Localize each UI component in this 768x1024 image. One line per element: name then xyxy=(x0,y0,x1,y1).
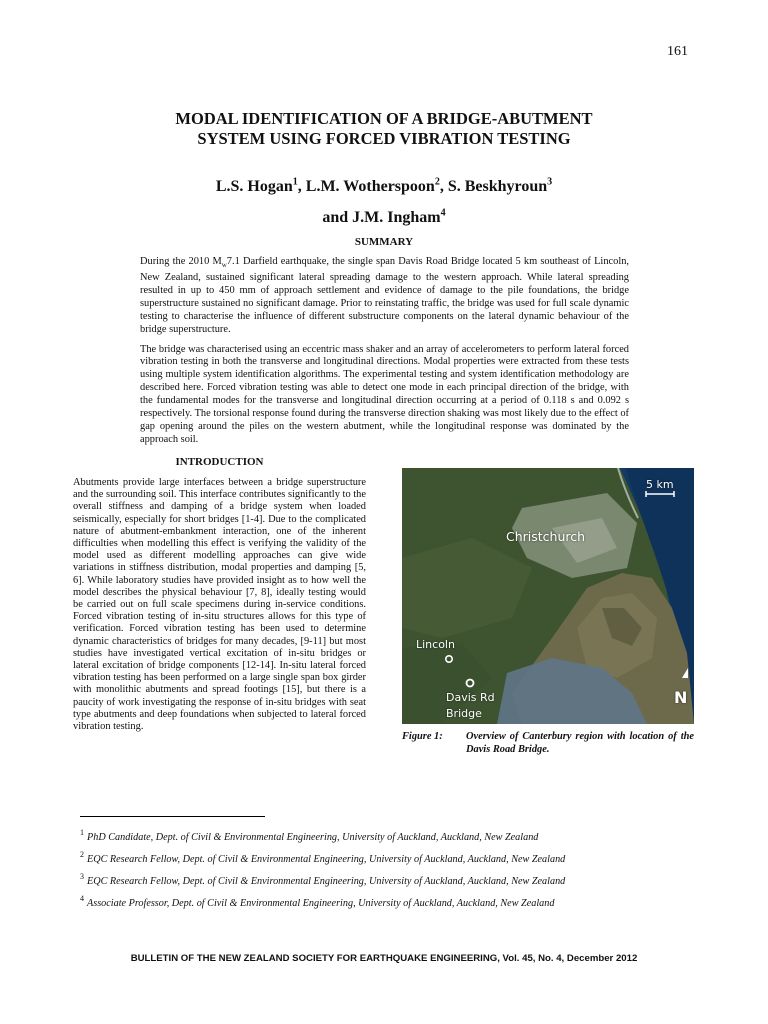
author: and J.M. Ingham$^4$ xyxy=(322,207,446,226)
map-label-lincoln: Lincoln xyxy=(416,638,455,651)
north-arrow-icon: N xyxy=(674,688,688,707)
introduction-body xyxy=(73,477,366,733)
footnotes xyxy=(80,826,700,914)
summary-paragraph-2: The bridge was characterised using an eccentric mass shaker and an array of accelerometers to perform lateral forced vibration testing in both the transverse and longitudinal directions. Modal properties were extracted from these tests using multiple system identification algorithms. The experimental testing and system identification methodology are described here. Forced vibration testing was able to detect one mode in each principal direction of the bridge, with the fundamental modes for the transverse and longitudinal direction occurring at a period of 0.118 s and 0.092 s respectively. The torsional response found during the transverse direction shaking was most likely due to the effect of gap opening around the piles on the western abutment, while the longitudinal response was dominated by the approach soil. xyxy=(140,343,629,445)
map-label-christchurch: Christchurch xyxy=(506,529,586,544)
title-line-2: SYSTEM USING FORCED VIBRATION TESTING xyxy=(197,129,571,148)
author: S. Beskhyroun$^3$ xyxy=(447,177,553,196)
figure-1-map xyxy=(402,468,694,724)
title-line-1: MODAL IDENTIFICATION OF A BRIDGE-ABUTMENT xyxy=(175,109,593,128)
paper-title xyxy=(80,109,688,149)
page-number: 161 xyxy=(667,44,688,59)
author: L.M. Wotherspoon$^2$, xyxy=(305,177,448,196)
journal-footer: BULLETIN OF THE NEW ZEALAND SOCIETY FOR EARTHQUAKE ENGINEERING, Vol. 45, No. 4, December 2012 xyxy=(130,953,638,964)
footnote: $^1$ PhD Candidate, Dept. of Civil & Environmental Engineering, University of Auckland, Auckland, New Zealand xyxy=(80,828,539,843)
summary-paragraph-1: During the 2010 $M_w7.1$ Darfield earthquake, the single span Davis Road Bridge located 5 km southeast of Lincoln, New Zealand, sustained significant lateral spreading damage to the western approach. While lateral spreading resulted in up to 450 mm of approach settlement and evidence of damage to the pile foundations, the bridge superstructure sustained no significant damage. Prior to reinstating traffic, the bridge was used for full scale dynamic testing to characterise the influence of different substructure components on the lateral dynamic behaviour of the bridge superstructure. xyxy=(140,256,629,335)
author: L.S. Hogan$^1$, xyxy=(215,177,306,196)
footnote: $^2$ EQC Research Fellow, Dept. of Civil & Environmental Engineering, University of Auckland, Auckland, New Zealand xyxy=(80,850,566,865)
summary-body xyxy=(140,256,629,454)
introduction-paragraph: Abutments provide large interfaces between a bridge superstructure and the surrounding soil. This interface contributes significantly to the overall stiffness and damping of a bridge system when loaded seismically, especially for short bridges [1-4]. Due to the complicated nature of abutment-embankment interaction, one of the inherent difficulties when modelling this effect is verifying the validity of the model used as different modelling approaches can give wide variations in stiffness distribution, modal properties and damping [5, 6]. While laboratory studies have provided insight as to how well the model describes the physical behaviour [7, 8], ideally testing would be carried out on full scale specimens during in-service conditions. Forced vibration testing of in-situ structures allows for this type of verification. Forced vibration testing has been used to determine dynamic characteristics of bridges for many decades, [9-11] but most studies have investigated vertical excitation of in-situ bridges or lateral excitation of bridge components [12-14]. In-situ lateral forced vibration testing has been performed on a large single span box girder with monolithic abutments and spread footings [15], but there is a paucity of work investigating the response of in-situ bridges with seat type abutments and deep foundations when subjected to lateral forced vibration testing. xyxy=(73,477,366,733)
footnote: $^4$ Associate Professor, Dept. of Civil & Environmental Engineering, University of Auckland, Auckland, New Zealand xyxy=(80,894,555,909)
summary-heading: SUMMARY xyxy=(354,236,414,248)
figure-caption-label: Figure 1: xyxy=(402,731,443,742)
satellite-map-image xyxy=(402,468,694,724)
figure-caption-text: Overview of Canterbury region with location of the Davis Road Bridge. xyxy=(466,731,694,755)
figure-1-caption xyxy=(402,730,694,756)
footnote: $^3$ EQC Research Fellow, Dept. of Civil & Environmental Engineering, University of Auckland, Auckland, New Zealand xyxy=(80,872,566,887)
map-scale-label: 5 km xyxy=(646,478,674,491)
introduction-heading: INTRODUCTION xyxy=(175,456,264,468)
map-label-davis-road-bridge: Davis Rd Bridge xyxy=(446,691,495,720)
footnote-rule xyxy=(80,816,265,817)
author-list xyxy=(80,170,688,231)
